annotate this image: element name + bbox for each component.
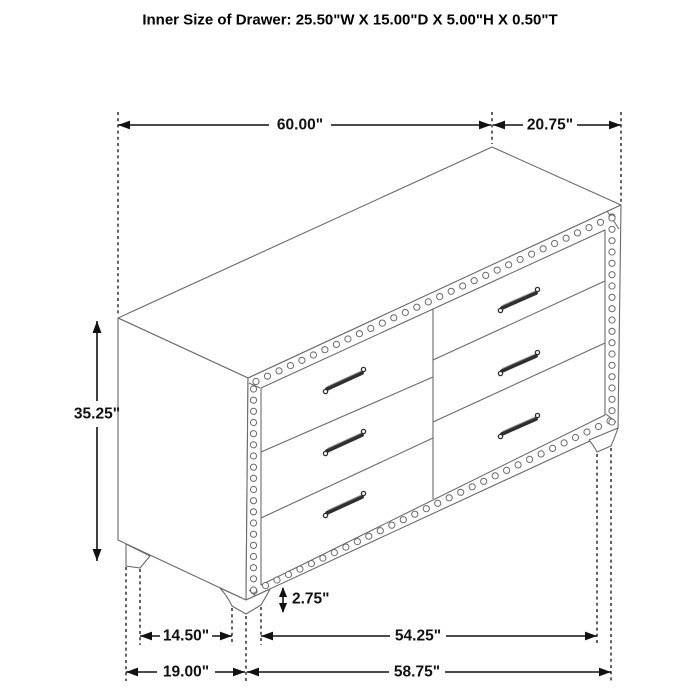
dimension-side-leg-outer <box>126 664 245 681</box>
front-leg-outer-label: 58.75" <box>393 663 441 681</box>
dimension-leg-height <box>279 587 330 613</box>
top-width-label: 60.00" <box>276 116 324 134</box>
dimension-top-depth <box>493 117 621 134</box>
side-leg-inner-label: 14.50" <box>162 627 210 645</box>
dresser-body <box>118 147 621 614</box>
dimension-overall-height <box>74 321 120 561</box>
dimension-front-leg-inner <box>261 628 597 645</box>
front-leg-inner-label: 54.25" <box>394 627 442 645</box>
diagram-title: Inner Size of Drawer: 25.50"W X 15.00"D X 5.00"H X 0.50"T <box>142 11 558 29</box>
dimension-side-leg-inner <box>140 628 232 645</box>
dimension-front-leg-outer <box>247 664 611 681</box>
dimension-top-width <box>118 117 491 134</box>
leg-height-label: 2.75" <box>292 590 330 608</box>
side-leg-outer-label: 19.00" <box>162 663 210 681</box>
top-depth-label: 20.75" <box>526 116 574 134</box>
overall-height-label: 35.25" <box>73 405 121 423</box>
